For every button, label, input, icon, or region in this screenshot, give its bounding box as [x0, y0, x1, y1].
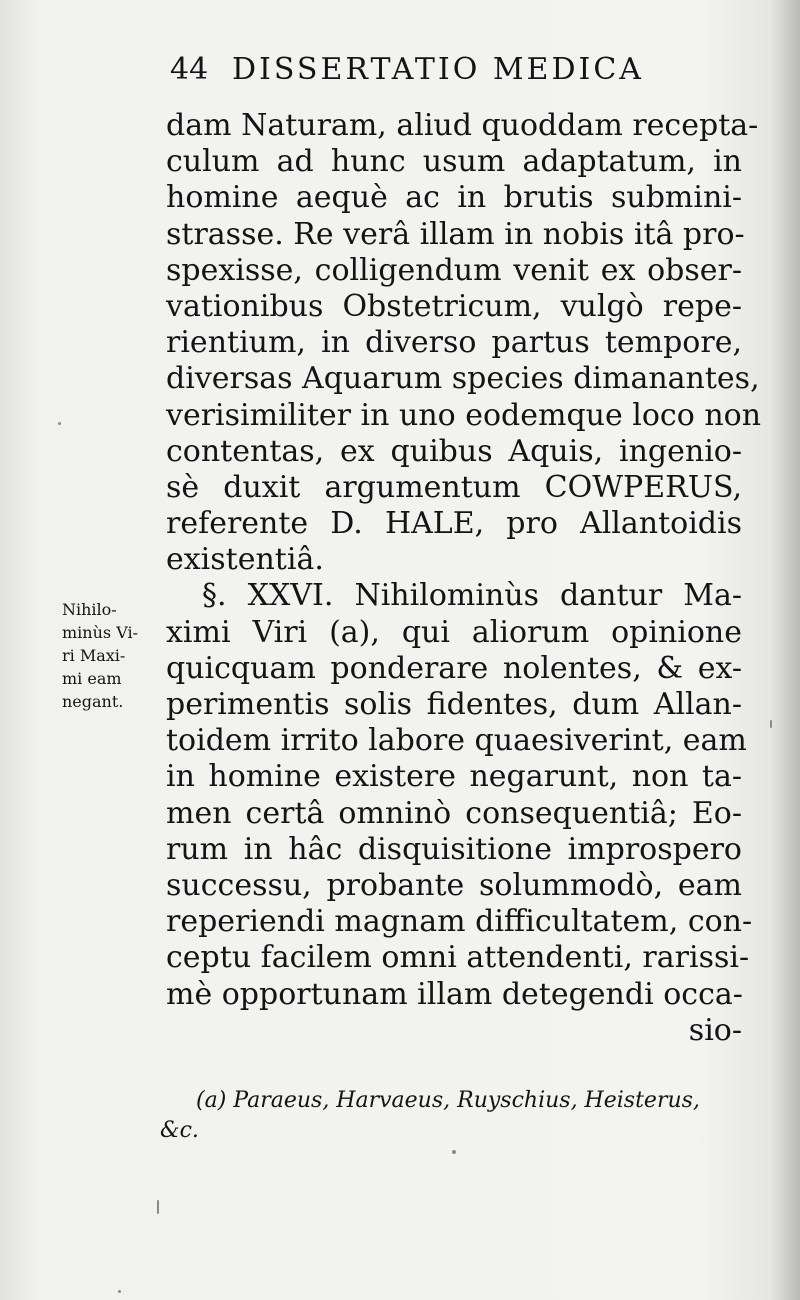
margin-note-line: mi eam	[62, 669, 122, 688]
body-text	[166, 108, 762, 1049]
text-line: toidem irrito labore quaesiverint, eam	[166, 723, 747, 759]
text-line: ximi Viri (a), qui aliorum opinione	[166, 614, 742, 650]
text-line: referente D. HALE, pro Allantoidis	[166, 506, 742, 542]
text-line: rientium, in diverso partus tempore,	[166, 325, 742, 361]
paper-speck	[157, 1200, 159, 1214]
text-line: in homine existere negarunt, non ta-	[166, 759, 742, 795]
margin-note-line: negant.	[62, 692, 124, 711]
text-line: rum in hâc disquisitione improspero	[166, 831, 742, 867]
text-line: vationibus Obstetricum, vulgò repe-	[166, 288, 742, 324]
running-head: DISSERTATIO MEDICA	[232, 52, 644, 87]
text-line: perimentis solis fidentes, dum Allan-	[166, 687, 742, 722]
footnote-line: (a) Paraeus, Harvaeus, Ruyschius, Heisterus,	[196, 1088, 700, 1113]
text-line: culum ad hunc usum adaptatum, in	[166, 144, 742, 180]
text-line: reperiendi magnam difficultatem, con-	[166, 904, 753, 940]
paper-speck	[770, 720, 772, 728]
section-heading-line: §. XXVI. Nihilominùs dantur Ma-	[202, 578, 742, 614]
paper-speck	[58, 422, 61, 425]
footnote	[160, 1086, 760, 1146]
text-line: contentas, ex quibus Aquis, ingenio-	[166, 433, 742, 469]
text-line: diversas Aquarum species dimanantes,	[166, 361, 760, 397]
catchword-line: sio-	[688, 1012, 742, 1048]
page-header	[170, 50, 730, 94]
text-line: men certâ omninò consequentiâ; Eo-	[166, 795, 742, 831]
text-line: dam Naturam, aliud quoddam recepta-	[166, 108, 759, 143]
paper-speck	[452, 1150, 456, 1154]
margin-note-line: Nihilo-	[62, 600, 117, 619]
footnote-line: &c.	[160, 1118, 199, 1143]
margin-note-line: minùs Vi-	[62, 623, 138, 642]
margin-note-line: ri Maxi-	[62, 646, 126, 665]
text-line: sè duxit argumentum COWPERUS,	[166, 469, 742, 505]
text-line: spexisse, colligendum venit ex obser-	[166, 252, 742, 288]
margin-note	[62, 598, 162, 713]
paper-speck	[118, 1290, 121, 1293]
text-line: quicquam ponderare nolentes, & ex-	[166, 650, 742, 686]
text-line: strasse. Re verâ illam in nobis itâ pro-	[166, 216, 745, 252]
text-line: successu, probante solummodò, eam	[166, 867, 742, 903]
text-line: verisimiliter in uno eodemque loco non	[166, 397, 762, 433]
page-number: 44	[170, 52, 209, 87]
text-line: existentiâ.	[166, 542, 324, 578]
text-line: mè opportunam illam detegendi occa-	[166, 976, 743, 1012]
text-line: ceptu facilem omni attendenti, rarissi-	[166, 940, 750, 976]
text-line: homine aequè ac in brutis submini-	[166, 180, 742, 216]
